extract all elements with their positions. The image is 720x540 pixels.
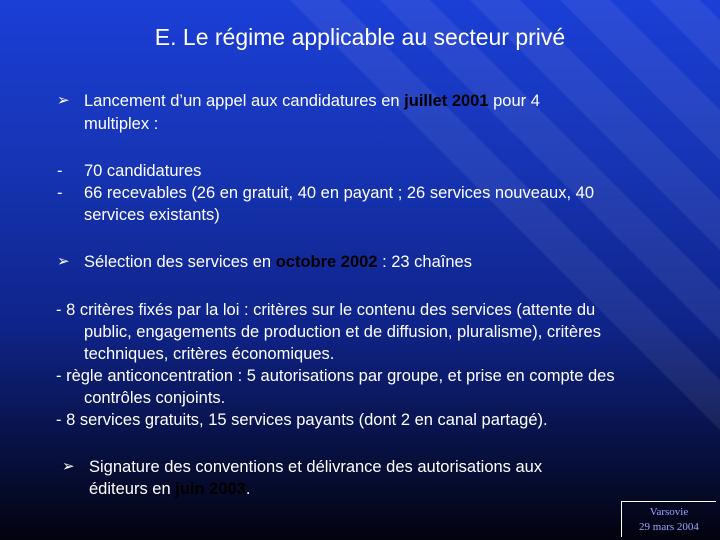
criteria-line: contrôles conjoints. [84,389,226,407]
footer-box [621,501,716,537]
bullet-signature-date: juin 2003 [175,480,246,498]
bullet-launch-date: juillet 2001 [404,92,489,110]
bullet-selection-tail: : 23 chaînes [377,253,472,271]
bullet-selection-text: Sélection des services en [84,253,276,271]
sub-item-recevables-line2: services existants) [84,206,220,224]
bullet-launch-line2: multiplex : [84,115,159,133]
sub-item-candidatures: 70 candidatures [84,162,202,180]
arrow-bullet-icon: ➢ [57,253,70,270]
criteria-line: - 8 services gratuits, 15 services payants (dont 2 en canal partagé). [56,411,548,429]
criteria-line: - 8 critères fixés par la loi : critères sur le contenu des services (attente du [56,301,596,319]
bullet-launch-tail: pour 4 [488,92,540,110]
dash-marker: - [57,184,63,202]
footer-location: Varsovie [649,506,689,518]
bullet-launch-call [84,90,540,112]
bullet-signature: Signature des conventions et délivrance des autorisations aux [89,458,543,476]
dash-marker: - [57,162,63,180]
footer-date: 29 mars 2004 [639,521,699,533]
slide-title: E. Le régime applicable au secteur privé [154,24,566,50]
criteria-line: - règle anticoncentration : 5 autorisations par groupe, et prise en compte des [56,367,615,385]
criteria-line: public, engagements de production et de diffusion, pluralisme), critères [84,323,601,341]
arrow-bullet-icon: ➢ [57,92,70,109]
bullet-signature-tail: . [245,480,251,498]
criteria-line: techniques, critères économiques. [84,345,335,363]
arrow-bullet-icon: ➢ [62,458,75,475]
bullet-signature-text: éditeurs en [89,480,176,498]
bullet-launch-text: Lancement d’un appel aux candidatures en [84,92,405,110]
sub-item-recevables: 66 recevables (26 en gratuit, 40 en payant ; 26 services nouveaux, 40 [84,184,594,202]
bullet-signature-line2 [89,478,250,500]
bullet-selection-date: octobre 2002 [275,253,378,271]
bullet-selection [84,251,472,273]
